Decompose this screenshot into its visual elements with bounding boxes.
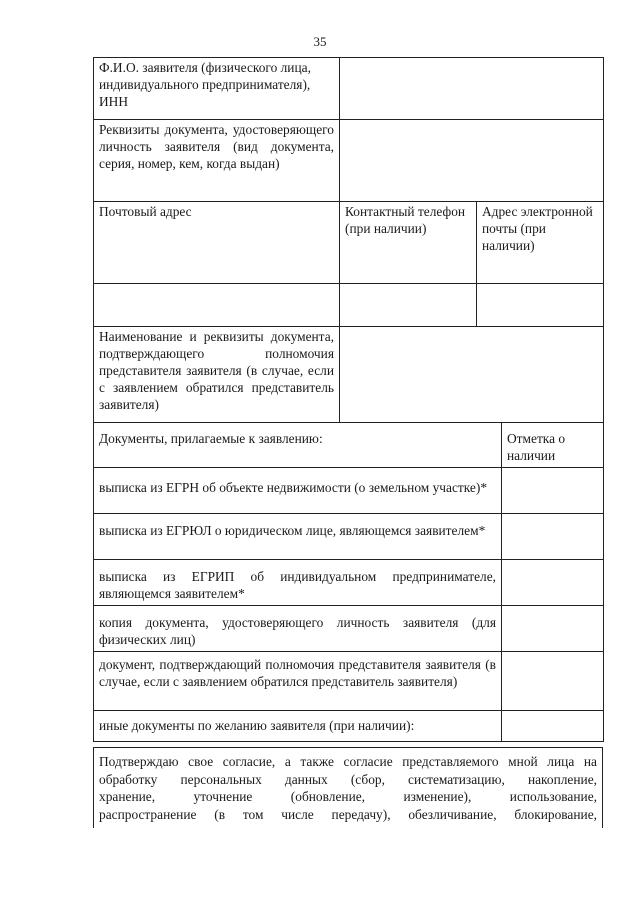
fio-label: Ф.И.О. заявителя (физического лица, индивидуального предпринимателя), ИНН — [94, 58, 340, 120]
fio-value-cell[interactable] — [340, 58, 604, 120]
document-row-label: выписка из ЕГРЮЛ о юридическом лице, являющемся заявителем* — [94, 514, 502, 560]
consent-line: обработку персональных данных (сбор, систематизацию, накопление, — [99, 771, 597, 787]
fio-row — [94, 58, 604, 120]
postal-address-value-cell[interactable] — [94, 284, 340, 327]
phone-label: Контактный телефон (при наличии) — [340, 202, 477, 284]
applicant-table — [93, 57, 604, 423]
rep-doc-row — [94, 327, 604, 423]
presence-mark-header: Отметка о наличии — [502, 423, 604, 468]
postal-address-label: Почтовый адрес — [94, 202, 340, 284]
document-row-label: копия документа, удостоверяющего личность заявителя (для физических лиц) — [94, 606, 502, 652]
consent-text — [94, 748, 603, 828]
email-label: Адрес электронной почты (при наличии) — [477, 202, 604, 284]
phone-value-cell[interactable] — [340, 284, 477, 327]
form-sheet — [93, 57, 603, 827]
document-row-label: выписка из ЕГРН об объекте недвижимости (о земельном участке)* — [94, 468, 502, 514]
consent-table — [93, 747, 603, 828]
presence-mark-cell[interactable] — [502, 711, 604, 742]
presence-mark-cell[interactable] — [502, 606, 604, 652]
presence-mark-cell[interactable] — [502, 468, 604, 514]
rep-doc-label: Наименование и реквизиты документа, подтверждающего полномочия представителя заявителя (в случае, если с заявлением обратился представитель заявителя) — [94, 327, 340, 423]
document-row-label: документ, подтверждающий полномочия представителя заявителя (в случае, если с заявлением обратился представитель заявителя) — [94, 652, 502, 711]
consent-line: Подтверждаю свое согласие, а также согласие представляемого мной лица на — [99, 754, 597, 769]
document-row — [94, 468, 604, 514]
consent-line: распространение (в том числе передачу), обезличивание, блокирование, — [99, 806, 597, 822]
document-row — [94, 652, 604, 711]
presence-mark-cell[interactable] — [502, 652, 604, 711]
contacts-header-row — [94, 202, 604, 284]
id-doc-value-cell[interactable] — [340, 120, 604, 202]
documents-header-row — [94, 423, 604, 468]
page-number: 35 — [313, 34, 327, 49]
documents-table — [93, 422, 604, 742]
document-row-label: выписка из ЕГРИП об индивидуальном предпринимателе, являющемся заявителем* — [94, 560, 502, 606]
document-row — [94, 514, 604, 560]
consent-row — [94, 748, 603, 828]
id-doc-label: Реквизиты документа, удостоверяющего личность заявителя (вид документа, серия, номер, кем, когда выдан) — [94, 120, 340, 202]
document-row — [94, 560, 604, 606]
presence-mark-cell[interactable] — [502, 514, 604, 560]
id-doc-row — [94, 120, 604, 202]
document-row — [94, 606, 604, 652]
email-value-cell[interactable] — [477, 284, 604, 327]
document-row-label: иные документы по желанию заявителя (при наличии): — [94, 711, 502, 742]
presence-mark-cell[interactable] — [502, 560, 604, 606]
contacts-value-row — [94, 284, 604, 327]
document-row — [94, 711, 604, 742]
documents-header-label: Документы, прилагаемые к заявлению: — [94, 423, 502, 468]
rep-doc-value-cell[interactable] — [340, 327, 604, 423]
consent-line: хранение, уточнение (обновление, изменение), использование, — [99, 789, 597, 804]
